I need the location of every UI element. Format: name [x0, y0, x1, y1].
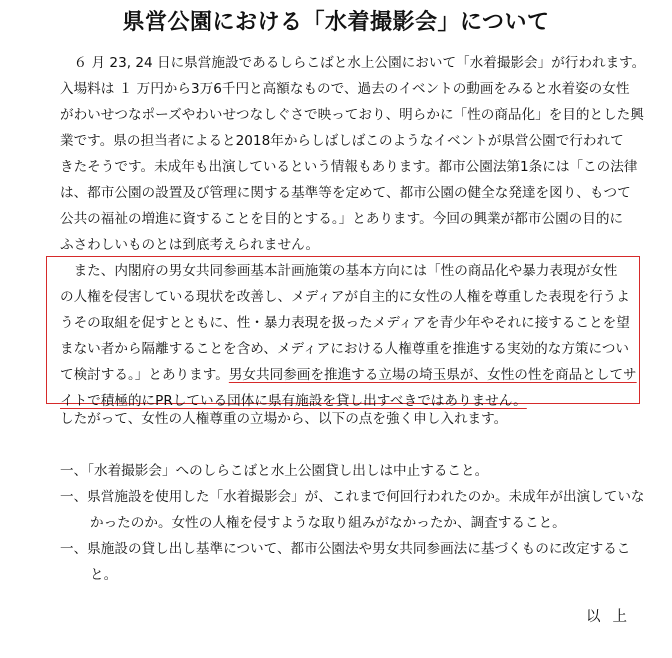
demand-line: 一、県施設の貸し出し基準について、都市公園法や男女共同参画法に基づくものに改定するこ	[60, 541, 631, 557]
demand-line: 一、「水着撮影会」へのしらこばと水上公園貸し出しは中止すること。	[60, 463, 489, 479]
demand-line: かったのか。女性の人権を侵すような取り組みがなかったか、調査すること。	[90, 515, 566, 531]
paragraph-cabinet-policy	[60, 258, 640, 414]
paragraph-line: の人権を侵害している現状を改善し、メディアが自主的に女性の人権を尊重した表現を行うよ	[60, 289, 630, 305]
demand-line: と。	[90, 567, 118, 583]
paragraph-line: うその取組を促すとともに、性・暴力表現を扱ったメディアを青少年やそれに接することを望	[60, 315, 630, 331]
paragraph-event-description	[60, 50, 646, 258]
demand-item	[60, 484, 650, 536]
document-title: 県営公園における「水着撮影会」について	[122, 10, 550, 35]
paragraph-line: また、内閣府の男女共同参画基本計画施策の基本方向には「性の商品化や暴力表現が女性	[60, 263, 618, 279]
paragraph-line: ふさわしいものとは到底考えられません。	[60, 237, 320, 253]
demand-list	[60, 458, 650, 588]
paragraph-request-intro	[60, 406, 640, 432]
plain-text: て検討する。」とあります。	[60, 367, 229, 383]
paragraph-line: 入場料は １ 万円から3万6千円と高額なもので、過去のイベントの動画をみると水着姿の女性	[60, 81, 630, 97]
paragraph-line: したがって、女性の人権尊重の立場から、以下の点を強く申し入れます。	[60, 411, 508, 427]
paragraph-line: 業です。県の担当者によると2018年からしばしばこのようなイベントが県営公園で行われて	[60, 133, 624, 149]
closing-mark: 以上	[586, 609, 639, 625]
paragraph-line: ６ 月 23, 24 日に県営施設であるしらこばと水上公園において「水着撮影会」が行われます。	[60, 55, 646, 71]
underlined-text: 男女共同参画を推進する立場の埼玉県が、女性の性を商品としてサ	[228, 367, 637, 383]
paragraph-line: は、都市公園の設置及び管理に関する基準等を定めて、都市公園の健全な発達を図り、もつて	[60, 185, 631, 201]
underlined-text: イトで積極的にPRしている団体に県有施設を貸し出すべきではありません。	[60, 393, 527, 409]
paragraph-line: きたそうです。未成年も出演しているという情報もあります。都市公園法第1条には「この法律	[60, 159, 638, 175]
demand-item	[60, 536, 650, 588]
paragraph-line: まない者から隔離することを含め、メディアにおける人権尊重を推進する実効的な方策につい	[60, 341, 630, 357]
demand-item	[60, 458, 650, 484]
paragraph-line	[60, 362, 640, 388]
demand-line: 一、県営施設を使用した「水着撮影会」が、これまで何回行われたのか。未成年が出演していな	[60, 489, 645, 505]
paragraph-line: がわいせつなポーズやわいせつなしぐさで映っており、明らかに「性の商品化」を目的とした興	[60, 107, 644, 123]
paragraph-line: 公共の福祉の増進に資することを目的とする。」とあります。今回の興業が都市公園の目的に	[60, 211, 624, 227]
